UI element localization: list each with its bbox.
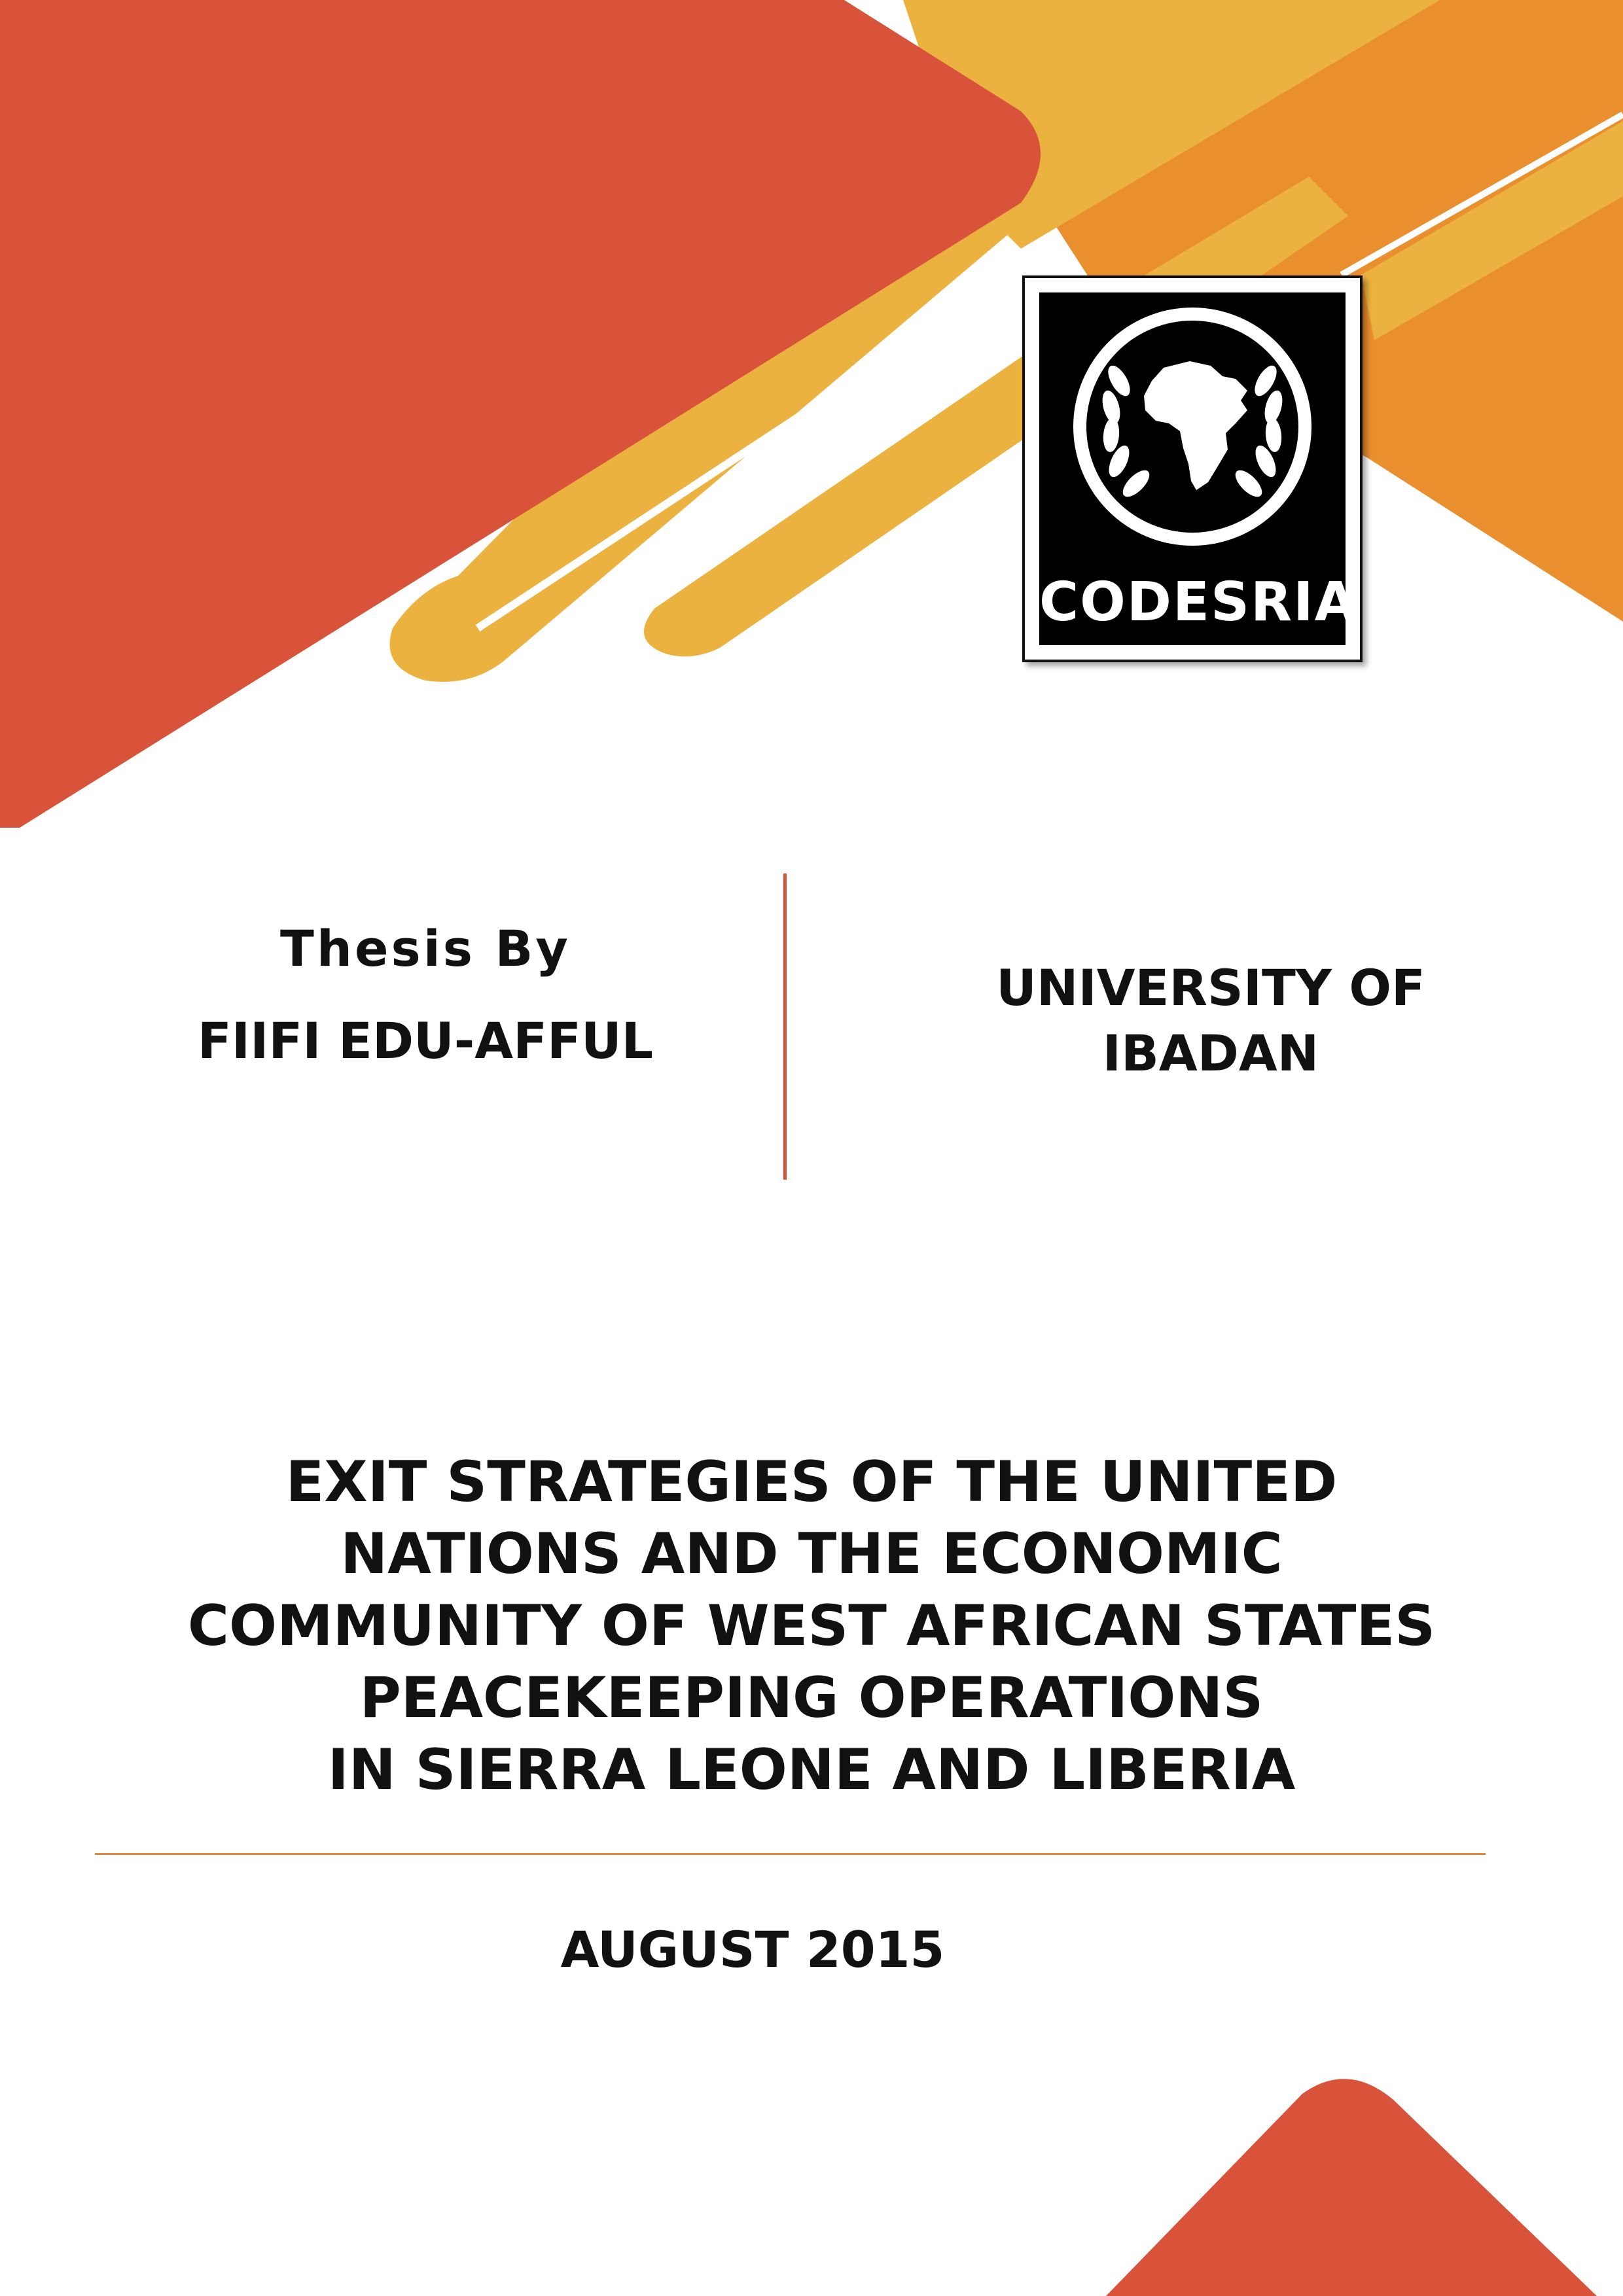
institution-line-2: IBADAN <box>1102 1024 1319 1082</box>
logo-wordmark: CODESRIA <box>1039 571 1358 633</box>
author-label: Thesis By <box>280 919 571 978</box>
title-line: PEACEKEEPING OPERATIONS <box>359 1665 1264 1731</box>
horizontal-rule <box>95 1853 1486 1855</box>
title-line: COMMUNITY OF WEST AFRICAN STATES <box>187 1593 1436 1659</box>
vertical-divider <box>783 874 787 1180</box>
bottom-triangle <box>1106 2079 1597 2296</box>
author-block <box>118 919 733 1070</box>
thesis-title <box>65 1446 1558 1806</box>
codesria-logo <box>1022 275 1363 662</box>
orange-red-triangle <box>0 0 1041 828</box>
africa-laurel-emblem <box>1039 292 1346 554</box>
title-line: EXIT STRATEGIES OF THE UNITED <box>285 1449 1338 1515</box>
title-line: IN SIERRA LEONE AND LIBERIA <box>327 1737 1296 1803</box>
title-line: NATIONS AND THE ECONOMIC <box>340 1521 1283 1587</box>
institution-line-1: UNIVERSITY OF <box>996 959 1425 1017</box>
publication-date: AUGUST 2015 <box>560 1920 945 1979</box>
logo-background <box>1039 292 1358 645</box>
institution-name <box>916 955 1505 1086</box>
author-name: FIIFI EDU-AFFUL <box>197 1012 654 1070</box>
